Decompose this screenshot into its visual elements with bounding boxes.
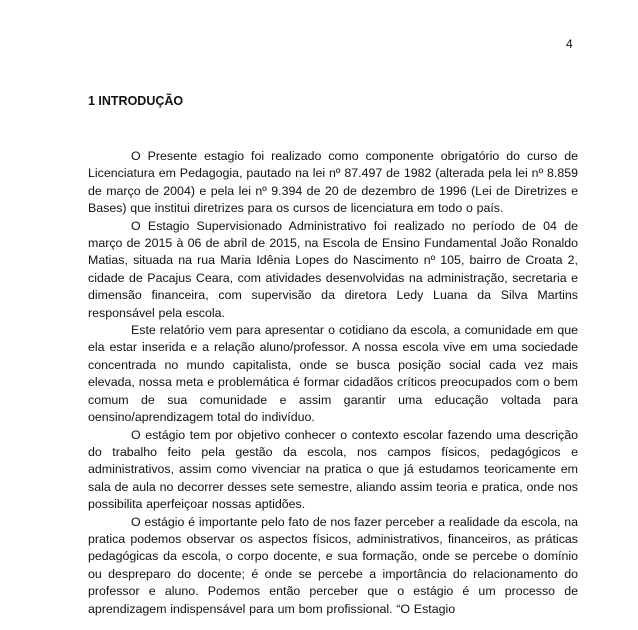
paragraph: O Estagio Supervisionado Administrativo foi realizado no período de 04 de março de 2015 à 06 de abril de 2015, na Escola de Ensino Fundamental João Ronaldo Matias, situada na rua Maria Idênia Lopes do Nascimento nº 105, bairro de Croata 2, cidade de Pacajus Ceara, com atividades desenvolvidas na administração, secretaria e dimensão financeira, com supervisão da diretora Ledy Luana da Silva Martins responsável pela escola. <box>88 218 578 320</box>
section-heading: 1 INTRODUÇÃO <box>88 94 184 108</box>
paragraph: O Presente estagio foi realizado como componente obrigatório do curso de Licenciatura em Pedagogia, pautado na lei nº 87.497 de 1982 (alterada pela lei nº 8.859 de março de 2004) e pela lei nº 9.394 de 20 de dezembro de 1996 (Lei de Diretrizes e Bases) que institui diretrizes para os cursos de licenciatura em todo o país. <box>88 149 578 216</box>
paragraph: O estágio tem por objetivo conhecer o contexto escolar fazendo uma descrição do trabalho feito pela gestão da escola, nos campos físicos, pedagógicos e administrativos, assim como vivenciar na pratica o que já estudamos teoricamente em sala de aula no decorrer desses sete semestre, aliando assim teoria e pratica, onde nos possibilita aperfeiçoar nossas aptidões. <box>88 427 578 512</box>
paragraph: O estágio é importante pelo fato de nos fazer perceber a realidade da escola, na pratica podemos observar os aspectos físicos, administrativos, financeiros, as práticas pedagógicas da escola, o corpo docente, e sua formação, onde se percebe o domínio ou despreparo do docente; é onde se percebe a importância do relacionamento do professor e aluno. Podemos então perceber que o estágio é um processo de aprendizagem indispensável para um bom profissional. “O Estagio <box>88 514 578 616</box>
body-text <box>88 148 578 618</box>
paragraph: Este relatório vem para apresentar o cotidiano da escola, a comunidade em que ela estar inserida e a relação aluno/professor. A nossa escola vive em uma sociedade concentrada no mundo capitalista, onde se busca posição social cada vez mais elevada, nossa meta e problemática é formar cidadãos críticos preocupados com o bem comum de sua comunidade e assim garantir uma educação voltada para oensino/aprendizagem total do indivíduo. <box>88 323 578 425</box>
page-number: 4 <box>566 37 573 51</box>
